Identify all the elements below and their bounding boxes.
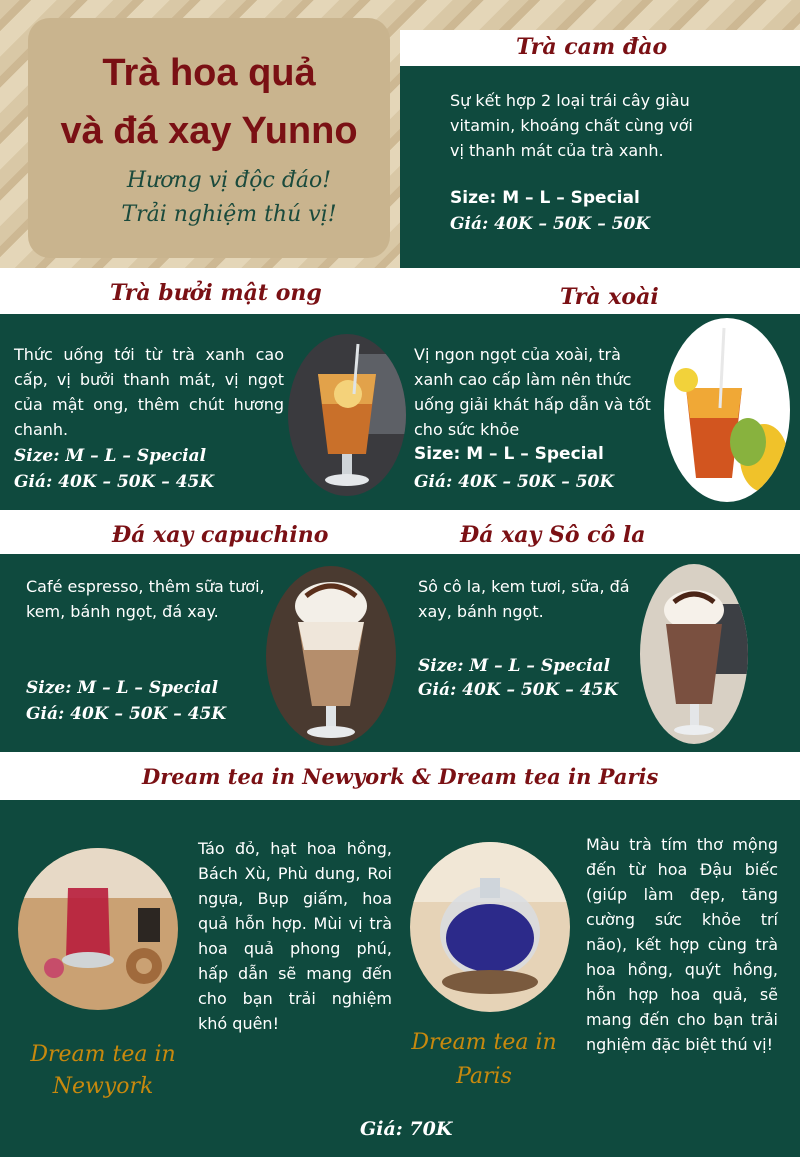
row2-panel: [0, 314, 800, 510]
da-xay-socola-price: Giá: 40K – 50K – 45K: [418, 680, 619, 700]
main-title-line1: Trà hoa quả: [102, 52, 316, 94]
tra-cam-dao-desc: Sự kết hợp 2 loại trái cây giàu vitamin, khoáng chất cùng với vị thanh mát của trà xanh.: [450, 91, 693, 160]
tra-xoai-photo: [664, 318, 790, 502]
tra-buoi-price: Giá: 40K – 50K – 45K: [14, 472, 215, 492]
dreamtea-newyork-name-line2: Newyork: [52, 1074, 154, 1099]
tra-cam-dao-title: Trà cam đào: [516, 34, 668, 60]
da-xay-socola-desc: Sô cô la, kem tươi, sữa, đá xay, bánh ngọt.: [418, 577, 630, 621]
tra-xoai-desc: Vị ngon ngọt của xoài, trà xanh cao cấp làm nên thức uống giải khát hấp dẫn và tốt cho sức khỏe: [414, 345, 651, 439]
tra-xoai-title: Trà xoài: [560, 284, 659, 310]
dreamtea-section-title: Dream tea in Newyork & Dream tea in Paris: [142, 764, 659, 789]
da-xay-socola-photo: [640, 564, 748, 744]
da-xay-capuchino-size: Size: M – L – Special: [26, 678, 219, 698]
da-xay-socola-title: Đá xay Sô cô la: [460, 522, 646, 548]
da-xay-capuchino-title: Đá xay capuchino: [112, 522, 329, 548]
tra-cam-dao-header: [400, 30, 800, 66]
tra-buoi-size: Size: M – L – Special: [14, 446, 207, 466]
tra-xoai-price: Giá: 40K – 50K – 50K: [414, 472, 615, 492]
tra-cam-dao-panel: [400, 66, 800, 268]
tagline-line2: Trải nghiệm thú vị!: [121, 202, 337, 227]
row2-title-strip: [0, 268, 800, 314]
dreamtea-paris-name-line1: Dream tea in: [411, 1030, 557, 1055]
row3-panel: [0, 554, 800, 752]
dreamtea-newyork-photo: [18, 848, 178, 1010]
tra-buoi-desc: Thức uống tới từ trà xanh cao cấp, vị bưởi thanh mát, vị ngọt của mật ong, thêm chút hương chanh.: [14, 345, 284, 439]
dreamtea-title-strip: [0, 752, 800, 800]
row3-title-strip: [0, 510, 800, 554]
dreamtea-paris-photo: [410, 842, 570, 1012]
da-xay-capuchino-price: Giá: 40K – 50K – 45K: [26, 704, 227, 724]
header-banner: [0, 0, 800, 268]
dreamtea-newyork-desc: Táo đỏ, hạt hoa hồng, Bách Xù, Phù dung, Roi ngựa, Bụp giấm, hoa quả hỗn hợp. Mùi vị trà hoa quả phong phú, hấp dẫn sẽ mang đến cho bạn trải nghiệm khó quên!: [198, 839, 392, 1033]
dreamtea-price: Giá: 70K: [360, 1118, 453, 1140]
tagline-line1: Hương vị độc đáo!: [126, 168, 332, 193]
tra-buoi-photo: [288, 334, 406, 496]
main-title-line2: và đá xay Yunno: [60, 110, 358, 152]
dreamtea-paris-name-line2: Paris: [456, 1064, 512, 1089]
dreamtea-paris-desc: Màu trà tím thơ mộng đến từ hoa Đậu biếc (giúp làm đẹp, tăng cường sức khỏe trí não), kết hợp cùng trà hoa hồng, quýt hồng, hỗn hợp hoa quả, sẽ mang đến cho bạn trải nghiệm đặc biệt thú vị!: [586, 835, 778, 1054]
dreamtea-panel: [0, 800, 800, 1157]
title-card: [28, 18, 390, 258]
tra-buoi-title: Trà bưởi mật ong: [110, 280, 322, 306]
da-xay-capuchino-photo: [266, 566, 396, 746]
dreamtea-newyork-name-line1: Dream tea in: [30, 1042, 176, 1067]
da-xay-socola-size: Size: M – L – Special: [418, 656, 611, 676]
tra-cam-dao-size: Size: M – L – Special: [450, 188, 640, 208]
tra-cam-dao-price: Giá: 40K – 50K – 50K: [450, 214, 651, 234]
da-xay-capuchino-desc: Café espresso, thêm sữa tươi, kem, bánh ngọt, đá xay.: [26, 577, 265, 621]
tra-xoai-size: Size: M – L – Special: [414, 444, 604, 464]
